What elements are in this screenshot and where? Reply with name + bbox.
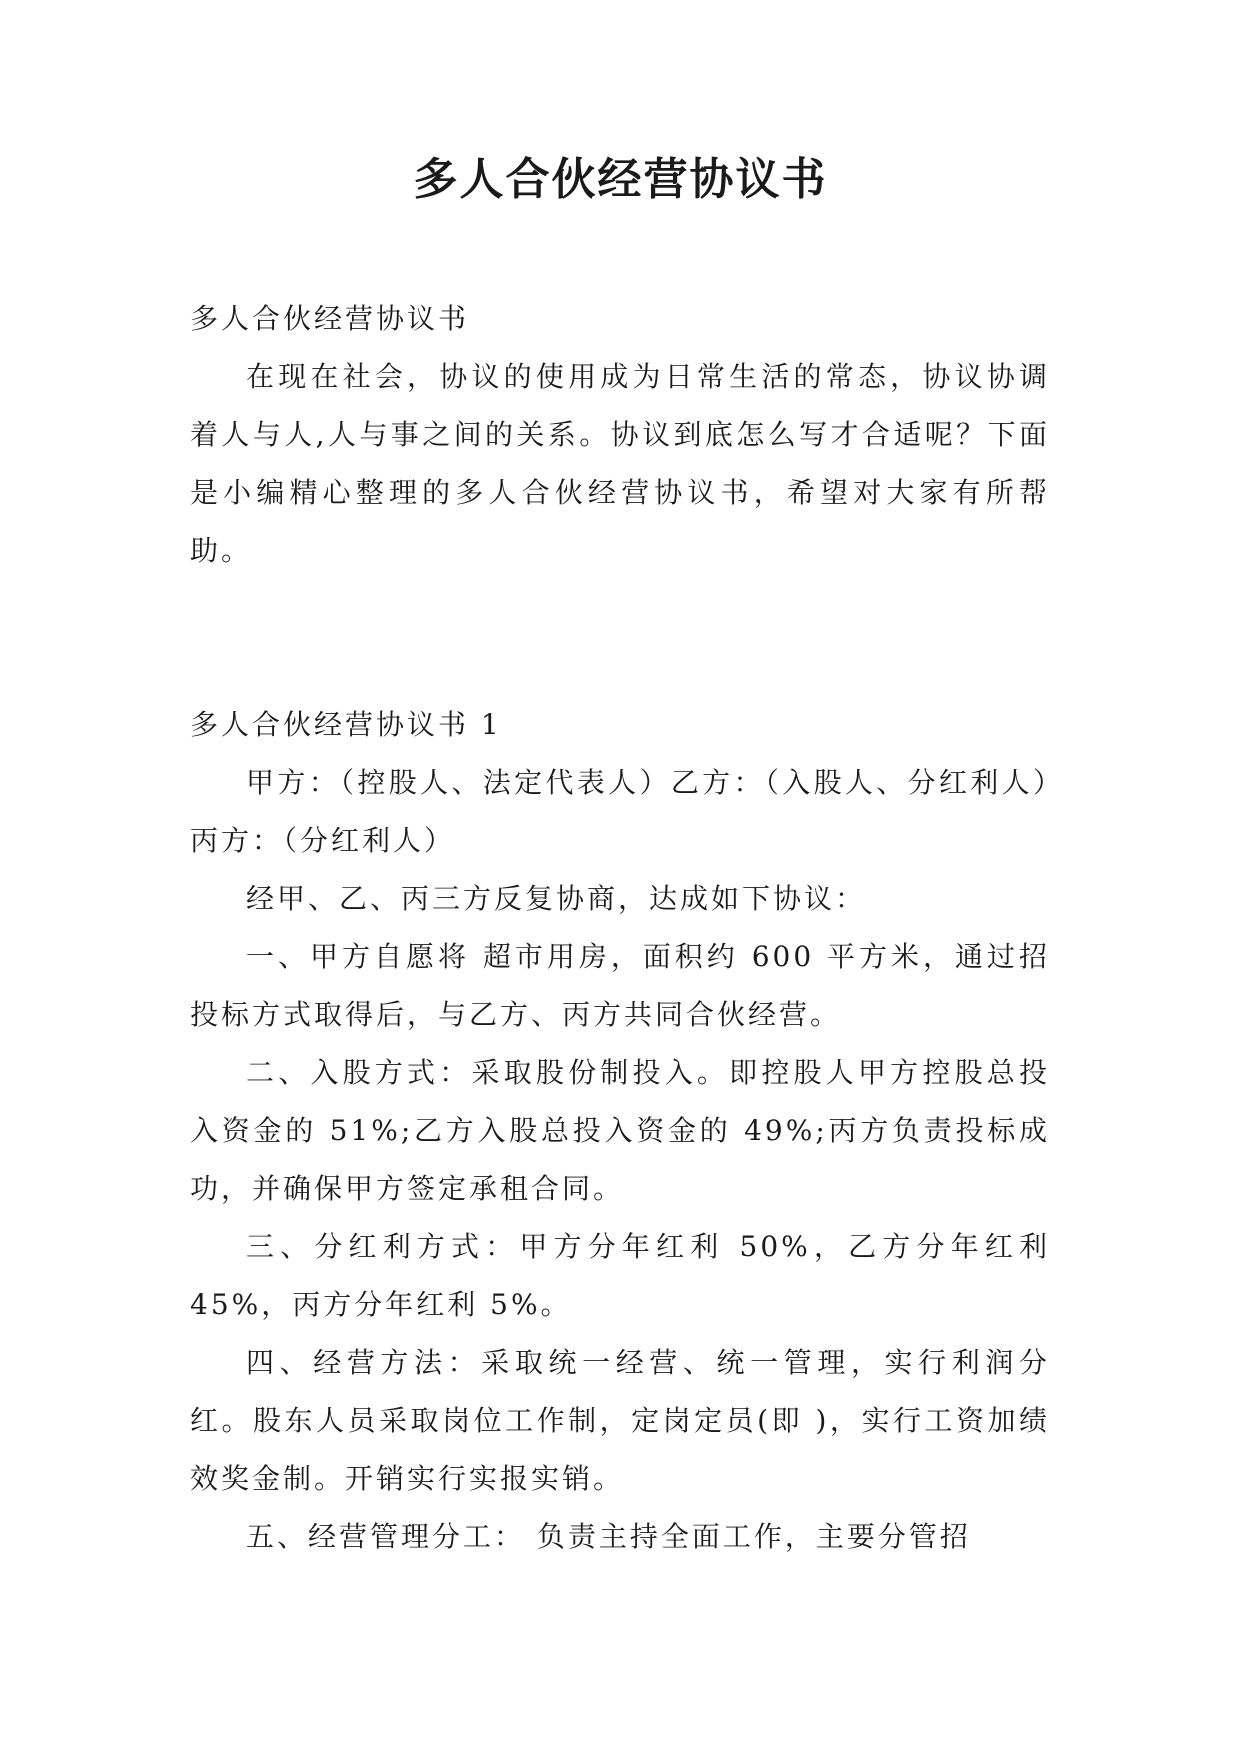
clause-2-paragraph: 二、入股方式：采取股份制投入。即控股人甲方控股总投入资金的 51%;乙方入股总投入资金的 49%;丙方负责投标成功，并确保甲方签定承租合同。: [190, 1056, 1050, 1205]
document-title: 多人合伙经营协议书: [413, 154, 828, 205]
section-heading: 多人合伙经营协议书 1: [190, 708, 502, 741]
agreement-intro-paragraph: 经甲、乙、丙三方反复协商，达成如下协议：: [246, 882, 867, 915]
clause-5-paragraph: 五、经营管理分工： 负责主持全面工作，主要分管招: [246, 1520, 971, 1553]
clause-1-paragraph: 一、甲方自愿将 超市用房，面积约 600 平方米，通过招投标方式取得后，与乙方、丙方共同合伙经营。: [190, 940, 1050, 1031]
clause-3-paragraph: 三、分红利方式：甲方分年红利 50%，乙方分年红利 45%，丙方分年红利 5%。: [190, 1230, 1050, 1321]
document-body: [190, 290, 1050, 1566]
intro-paragraph: 在现在社会，协议的使用成为日常生活的常态，协议协调着人与人,人与事之间的关系。协议到底怎么写才合适呢？下面是小编精心整理的多人合伙经营协议书，希望对大家有所帮助。: [190, 360, 1050, 567]
section-gap: [190, 580, 1050, 696]
clause-4-paragraph: 四、经营方法：采取统一经营、统一管理，实行利润分红。股东人员采取岗位工作制，定岗定员(即 )，实行工资加绩效奖金制。开销实行实报实销。: [190, 1346, 1050, 1495]
parties-paragraph: 甲方：（控股人、法定代表人）乙方：（入股人、分红利人）丙方：（分红利人）: [190, 766, 1050, 857]
subtitle-paragraph: 多人合伙经营协议书: [190, 302, 470, 335]
